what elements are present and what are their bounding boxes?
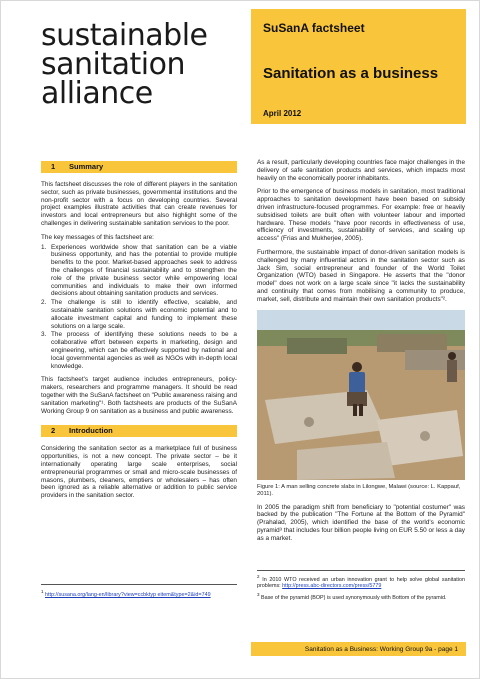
footnote-link[interactable]: http://susana.org/lang-en/library?view=ccbktyp eitem&type=2&id=749 <box>45 591 211 598</box>
list-item-number: 3. <box>41 331 47 339</box>
key-messages-list <box>41 244 237 371</box>
list-item-number: 2. <box>41 299 47 307</box>
footnote-1 <box>41 589 237 598</box>
footnote-marker: 3 <box>257 591 260 597</box>
logo-line-3: alliance <box>41 76 153 111</box>
susana-logo <box>41 18 231 111</box>
footnote-marker: 2 <box>257 574 260 579</box>
introduction-paragraph-1: Considering the sanitation sector as a marketplace full of business opportunities, is not a new concept. The private sector – be it internationally operating large scale enterprises, social entrepreneurial programmes or small and micro-scale businesses of masons, plumbers, cleaners, emptiers or wholesalers – has often been ignored as a reliable alternative or addition to public service providers in the sanitation sector. <box>41 445 237 500</box>
logo-line-2: sanitation <box>41 47 185 82</box>
right-paragraph-2: Prior to the emergence of business models in sanitation, most traditional approaches to sanitation development have been based on subsidy driven infrastructure-focused programmes. For example: free or heavily subsidised toilets are built often with volunteer labour and imported hardware. These models "have poor records in effectiveness of use, efficiency of investments, sustainability of services, and scaling up access" (Frias and Mukherjee, 2005). <box>257 188 465 243</box>
footnotes-left <box>41 584 237 600</box>
footnote-text: In 2010 WTO received an urban innovation grant to help solve global sanitation problems: <box>257 576 466 590</box>
header-box <box>251 9 466 124</box>
list-item <box>41 331 237 370</box>
footnote-3 <box>257 592 465 601</box>
footnotes-right <box>257 570 465 603</box>
list-item-number: 1. <box>41 243 47 251</box>
figure-caption: Figure 1: A man selling concrete slabs in Lilongwe, Malawi (source: L. Kappauf, 2011). <box>257 483 461 497</box>
left-column <box>41 161 237 506</box>
summary-heading <box>41 161 237 173</box>
concrete-slabs-photo <box>257 310 465 480</box>
list-item <box>41 244 237 299</box>
introduction-heading-text: Introduction <box>69 426 113 436</box>
summary-paragraph-2: The key messages of this factsheet are: <box>41 233 154 241</box>
footnote-link[interactable]: http://press.abc-directors.com/press/5779 <box>282 583 382 590</box>
page-footer <box>251 642 466 656</box>
list-item-text: The process of identifying these solutions needs to be a collaborative effort between experts in marketing, design and engineering, which can be effectively supported by national and local governmental agencies as well as NGOs with in-depth local knowledge. <box>51 331 237 370</box>
right-column <box>257 159 465 549</box>
summary-paragraph-3: This factsheet's target audience includes entrepreneurs, policy-makers, researchers and programme managers. It should be read together with the SuSanA factsheet on "Public awareness raising and sanitation marketing"¹. Both factsheets are products of the SuSanA Working Group 9 on sanitation as a business and public awareness. <box>41 376 237 415</box>
factsheet-series: SuSanA factsheet <box>263 21 365 35</box>
page-title: Sanitation as a business <box>263 65 439 82</box>
right-paragraph-4: In 2005 the paradigm shift from beneficiary to "potential costumer" was backed by the publication "The Fortune at the Bottom of the Pyramid" (Prahalad, 2005), which identified the base of the world's economic pyramid³ that includes four billion people living on EUR 5.50 or less a day as a market. <box>257 503 465 542</box>
footnote-marker: 1 <box>41 589 44 594</box>
list-item-text: The challenge is still to identify effective, scalable, and sustainable sanitation solutions with economic potential and to allocate investment capital and funding to implement these solutions on a large scale. <box>51 299 237 330</box>
list-item <box>41 299 237 330</box>
publication-date: April 2012 <box>263 109 302 118</box>
footer-text: Sanitation as a Business: Working Group 9a - page 1 <box>304 645 458 653</box>
right-paragraph-3: Furthermore, the sustainable impact of donor-driven sanitation models is challenged by many influential actors in the sanitation sector such as Jack Sim, social entrepreneur and founder of the World Toilet Organization (WTO) based in Singapore. He asserts that the "donor model" does not work on a large scale since "it lacks the sustainability and continuity that comes from mobilising a community to produce, market, sell, distribute and maintain their own sanitation products"². <box>257 248 465 303</box>
introduction-heading <box>41 425 237 437</box>
list-item-text: Experiences worldwide show that sanitation can be a viable business opportunity, and has the potential to provide multiple benefits to the poor. Market-based approaches seek to address the challenges of financial sustainability and to strengthen the role of the private business sector while empowering local communities and individuals to make their own informed decisions about obtaining sanitation products and services. <box>51 243 237 298</box>
summary-paragraph-1: This factsheet discusses the role of different players in the sanitation sector, such as private businesses, governmental institutions and the non-profit sector with a focus on developing countries. Several project examples illustrate activities that can create revenues for investors and local entrepreneurs but also highlight some of the challenges in delivering sustainable sanitation services to the poor. <box>41 181 237 227</box>
footnote-text: Base of the pyramid (BOP) is used synonymously with Bottom of the pyramid. <box>261 594 447 601</box>
summary-heading-text: Summary <box>69 162 104 172</box>
summary-number: 1 <box>51 162 56 172</box>
right-paragraph-1: As a result, particularly developing countries face major challenges in the delivery of safe sanitation products and services, which impacts most heavily on the economically poorer inhabitants. <box>257 159 465 182</box>
footnote-2 <box>257 574 465 590</box>
logo-line-1: sustainable <box>41 18 208 53</box>
introduction-number: 2 <box>51 426 56 436</box>
